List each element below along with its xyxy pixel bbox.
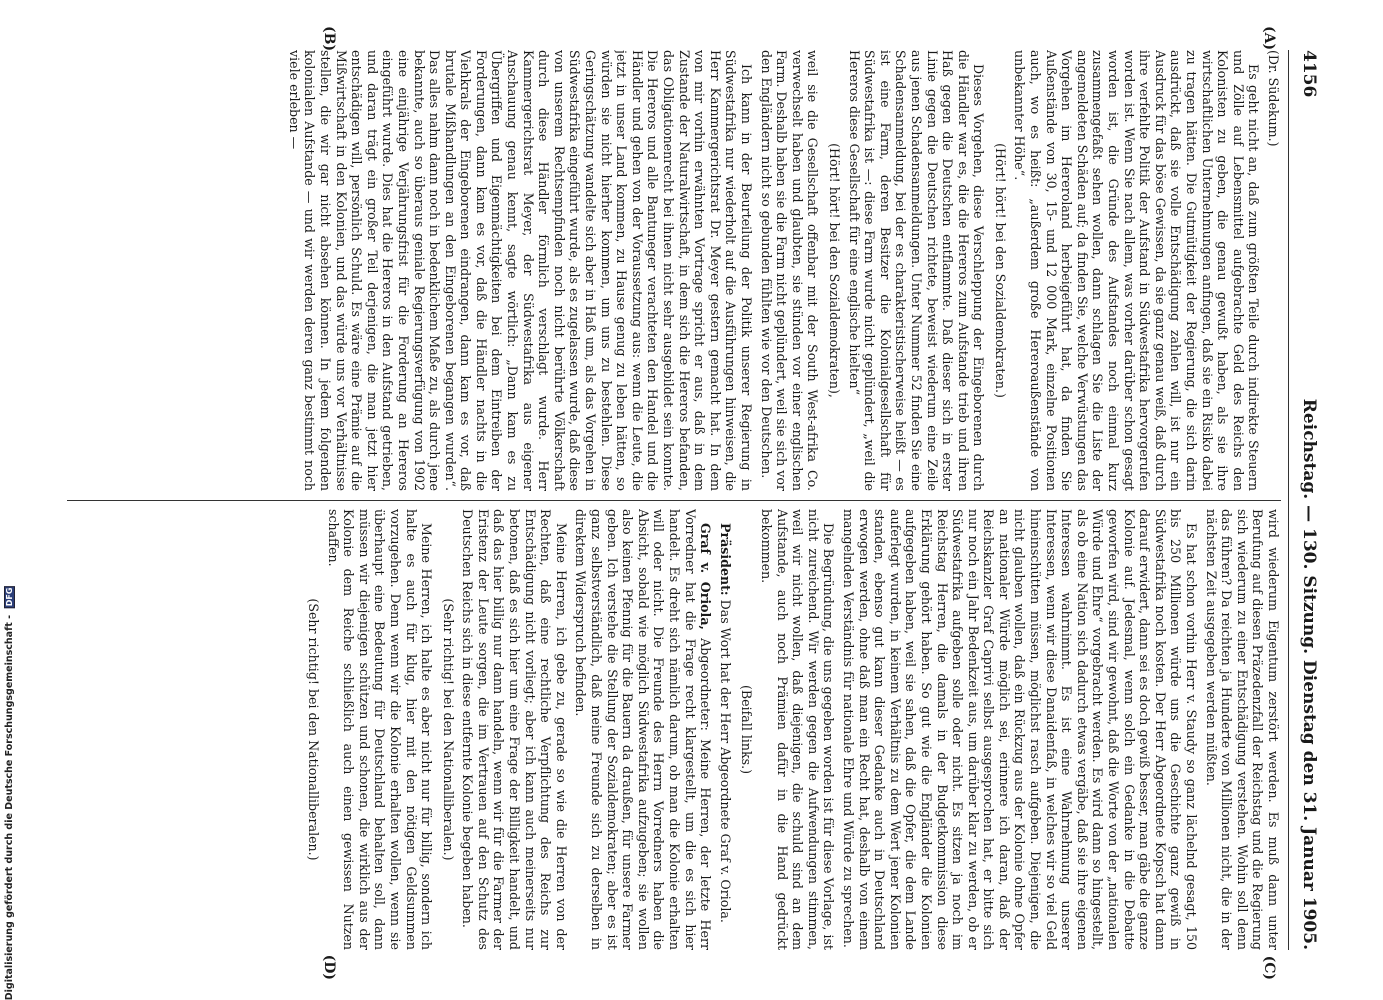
paragraph: Es geht nicht an, daß zum größten Teile durch indirekte Steuern und Zölle auf Lebensmittel aufgebrachte Geld des Reichs den Kolonisten zu geben, die genau gewußt haben, als sie ihre wirtschaftlichen Unternehmungen anfingen, daß sie ein Risiko dabei zu tragen hätten. Die Gutmütigkeit der Regierung, die sich darin ausdrückt, daß sie volle Entschädigung zahlen will, ist nur ein Ausdruck für das böse Gewissen, da sie ganz genau weiß, daß durch ihre verfehlte Politik der Aufstand in Südwestafrika hervorgerufen worden ist. Wenn Sie nach allem, was vorher darüber schon gesagt worden ist, die Gründe des Aufstandes noch einmal kurz zusammengefaßt sehen wollen, dann schlagen Sie die Liste der angemeldeten Schäden auf; da finden Sie, welche Verwüstungen das Vorgehen im Hereroland herbeigeführt hat, da finden Sie Außenstände von 30, 15- und 12 000 Mark, einzelne Positionen auch, wo es heißt: „außerdem große Hereroaußenstände von unbekannter Höhe“. xyxy=(1012,50,1261,491)
speaker-tag: (Dr. Südekum.) xyxy=(1265,50,1281,147)
paragraph: Meine Herren, ich gebe zu, gerade so wie die Herren von der Rechten, daß eine rechtliche Verpflichtung des Reichs zur Entschädigung nicht vorliegt; aber ich kann auch meinerseits nur betonen, daß es sich hier um eine Frage der Billigkeit handelt, und daß das hier billig nur dann handeln, wenn wir für die Farmer der Eristenz der Leute sorgen, die im Vertrauen auf den Schutz des Deutschen Reichs sich in diese entfernte Kolonie begeben haben. xyxy=(459,509,569,950)
text-columns xyxy=(67,50,1281,950)
speaker-label-oriola: Graf v. Oriola, xyxy=(697,523,713,630)
paragraph: weil sie die Gesellschaft offenbar mit der South West-afrika Co. verwechselt haben und glaubten, sie stünden vor einer englischen Farm. Deshalb haben sie die Farm nicht geplündert, weil sie sich vor den Engländern nicht so gebunden fühlten wie vor den Deutschen. xyxy=(758,50,820,491)
paragraph-text: Abgeordneter: Meine Herren, der letzte Herr Vorredner hat die Frage recht klargestellt, um die es sich hier handelt. Es dreht sich nämlich darum, ob man die Kolonie erhalten will oder nicht. Die Freunde des Herrn Vorredners haben die Absicht, sobald wie möglich Südwestafrika aufzugeben; sie wollen also keinen Pfennig für die Bauern da draußen, für unsere Farmer geben. Ich verstehe die Stellung der Sozialdemokraten; aber es ist ganz selbstverständlich, daß meine Freunde sich zu derselben in direktem Widerspruch befinden. xyxy=(572,509,713,950)
paragraph: Ich kann in der Beurteilung der Politik unserer Regierung in Südwestafrika nur wiederholt auf die Ausführungen hinweisen, die Herr Kammergerichtsrat Dr. Meyer gestern gemacht hat. In dem von mir vorhin erwähnten Vortrage spricht er aus, daß in dem Zustande der Naturalwirtschaft, in dem sich die Hereros befanden, das Obligationenrecht bei ihnen nicht sehr ausgebildet sein konnte. Die Hereros und alle Bantuneger verachteten den Handel und die Händler und gehen von der Voraussetzung aus: wenn die Leute, die jetzt in unser Land kommen, zu Hause genug zu leben hätten, so würden sie nicht hierher kommen, um uns zu bestehlen. Diese Geringschätzung wandelte sich aber in Haß um, als das Vorgehen in Südwestafrika eingeführt wurde, als es zugelassen wurde, daß diese von unserem Rechtsempfinden noch nicht berührte Völkerschaft durch diese Händler förmlich verschlagt wurde. Herr Kammergerichtsrat Meyer, der Südwestafrika aus eigener Anschauung genau kennt, sagte wörtlich: „Dann kam es zu Übergriffen und Eigenmächtigkeiten bei dem Eintreiben der Forderungen, dann kam es vor, daß die Händler nachts in die Viehkrals der Eingeborenen eindrangen, dann kam es vor, daß brutale Mißhandlungen an den Eingeborenen begangen wurden“. Das alles nahm dann noch in bedenklichem Maße zu, als durch jene bekannte, auch so überaus geniale Regierungsverfügung von 1902 eine einjährige Verjährungsfrist für die Forderung an Hereros eingeführt wurde. Dies hat die Hereros in den Aufstand getrieben, und daran trägt ein großer Teil derjenigen, die man jetzt hier entschädigen will, persönlich Schuld. Es wäre eine Prämie auf die Mißwirtschaft in den Kolonien, und das würde uns vor Verhältnisse stellen, die wir gar nicht absehen können. In jedem folgenden kolonialen Aufstande — und wir werden deren ganz bestimmt noch viele erleben — xyxy=(286,50,754,491)
margin-mark-a: (A) xyxy=(1260,26,1277,51)
interjection: (Beifall links.) xyxy=(738,684,754,775)
credit-text: Digitalisierung gefördert durch die Deutsche Forschungsgemeinschaft - xyxy=(3,614,15,1000)
paragraph: Dieses Vorgehen, diese Verschleppung der Eingeborenen durch die Händler war es, die die Hereros zum Aufstande trieb und ihren Haß gegen die Deutschen entflammte. Daß dieser sich in erster Linie gegen die Deutschen richtete, beweist wiederum eine Zeile aus jenen Schadensanmeldungen. Unter Nummer 52 finden Sie eine Schadensanmeldung, bei der es charakteristischerweise heißt — es ist eine Farm, deren Besitzer die Kolonialgesellschaft für Südwestafrika ist —: diese Farm wurde nicht geplündert, „weil die Hereros diese Gesellschaft für eine englische hielten“ xyxy=(846,50,986,491)
paragraph: wird wiederum Eigentum zerstört werden. Es muß dann unter Berufung auf diesen Präzedenzfall der Reichstag und die Regierung sich wiederum zu einer Entschädigung verstehen. Wohin soll denn das führen? Da reichten ja Hunderte von Millionen nicht, die in der nächsten Zeit ausgegeben werden müßten. xyxy=(1203,509,1281,950)
margin-mark-b: (B) xyxy=(320,26,337,52)
page-header xyxy=(1288,50,1319,950)
paragraph xyxy=(717,509,733,950)
paragraph: Es hat schon vorhin Herr v. Staudy so ganz lächelnd gesagt, 150 bis 250 Millionen würde uns die Geschichte ganz gewiß in Südwestafrika noch kosten. Der Herr Abgeordnete Kopsch hat dann darauf erwidert, dann sei es doch gewiß besser, man gäbe die ganze Kolonie auf. Jedesmal, wenn solch ein Gedanke in die Debatte geworfen wird, sind wir gewohnt, daß die Worte von der „nationalen Würde und Ehre“ vorgebracht werden. Es wird dann so hingestellt, als ob eine Nation sich dadurch etwas vergäbe, daß sie ihre eigenen Interessen wahrnimmt. Es ist eine Wahrnehmung unserer Interessen, wenn wir diese Danaidenfaß, in welches wir so viel Geld hineinschütten müssen, möglichst rasch aufgeben. Diejenigen, die nicht glauben wollen, daß ein Rückzug aus der Kolonie ohne Opfer an nationaler Würde möglich sei, erinnere ich daran, daß der Reichskanzler Graf Caprivi selbst ausgesprochen hat, er bitte sich nur noch ein Jahr Bedenkzeit aus, um darüber klar zu werden, ob er Südwestafrika aufgeben solle oder nicht. Es sitzen ja noch im Reichstag Herren, die damals in der Budgetkommission diese Erklärung gehört haben. So gut wie die Engländer die Kolonien aufgegeben haben, weil sie sahen, daß die Opfer, die dem Lande auferlegt wurden, in keinem Verhältnis zu dem Wert jener Kolonien standen, ebenso gut kann dieser Gedanke auch in Deutschland erwogen werden, ohne daß man ein Recht hat, deshalb von einem mangelnden Verständnis für nationale Ehre und Würde zu sprechen. xyxy=(840,509,1199,950)
dfg-logo: DFG xyxy=(4,587,14,607)
paragraph xyxy=(572,509,712,950)
margin-mark-d: (D) xyxy=(320,954,337,980)
page-title: Reichstag. — 130. Sitzung. Dienstag den 31. Januar 1905. xyxy=(1298,398,1319,950)
page-number: 4156 xyxy=(1298,50,1319,98)
paragraph: Die Begründung, die uns gegeben worden ist für diese Vorlage, ist nicht zureichend. Wir werden gegen die Aufwendungen stimmen, weil wir nicht wollen, daß diejenigen, die schuld sind an dem Aufstande, auch noch Prämien dafür in die Hand gedrückt bekommen. xyxy=(758,509,836,950)
interjection: (Sehr richtig! bei den Nationalliberalen.) xyxy=(305,598,321,861)
left-column xyxy=(67,50,1281,491)
document-page xyxy=(47,20,1337,980)
paragraph: Meine Herren, ich halte es aber nicht nur für billig, sondern ich halte es auch für klug, hier mit den nötigen Geldsummen vorzugehen. Denn wenn wir die Kolonie erhalten wollen, wenn sie überhaupt eine Bedeutung für Deutschland behalten soll, dann müssen wir diejenigen schützen und schonen, die wirklich aus der Kolonie dem Reiche schließlich auch einen gewissen Nutzen schaffen. xyxy=(325,509,434,950)
interjection: (Hört! hört! bei den Sozialdemokraten), xyxy=(826,143,842,398)
margin-mark-c: (C) xyxy=(1260,955,1277,980)
paragraph-text: Das Wort hat der Herr Abgeordnete Graf v. Oriola. xyxy=(717,599,733,923)
interjection: (Hört! hört! bei den Sozialdemokraten.) xyxy=(992,143,1008,398)
speaker-label-president: Präsident: xyxy=(717,523,733,596)
interjection: (Sehr richtig! bei den Nationalliberalen.) xyxy=(440,598,456,861)
digitization-credit xyxy=(2,587,16,1000)
right-column xyxy=(67,509,1281,950)
